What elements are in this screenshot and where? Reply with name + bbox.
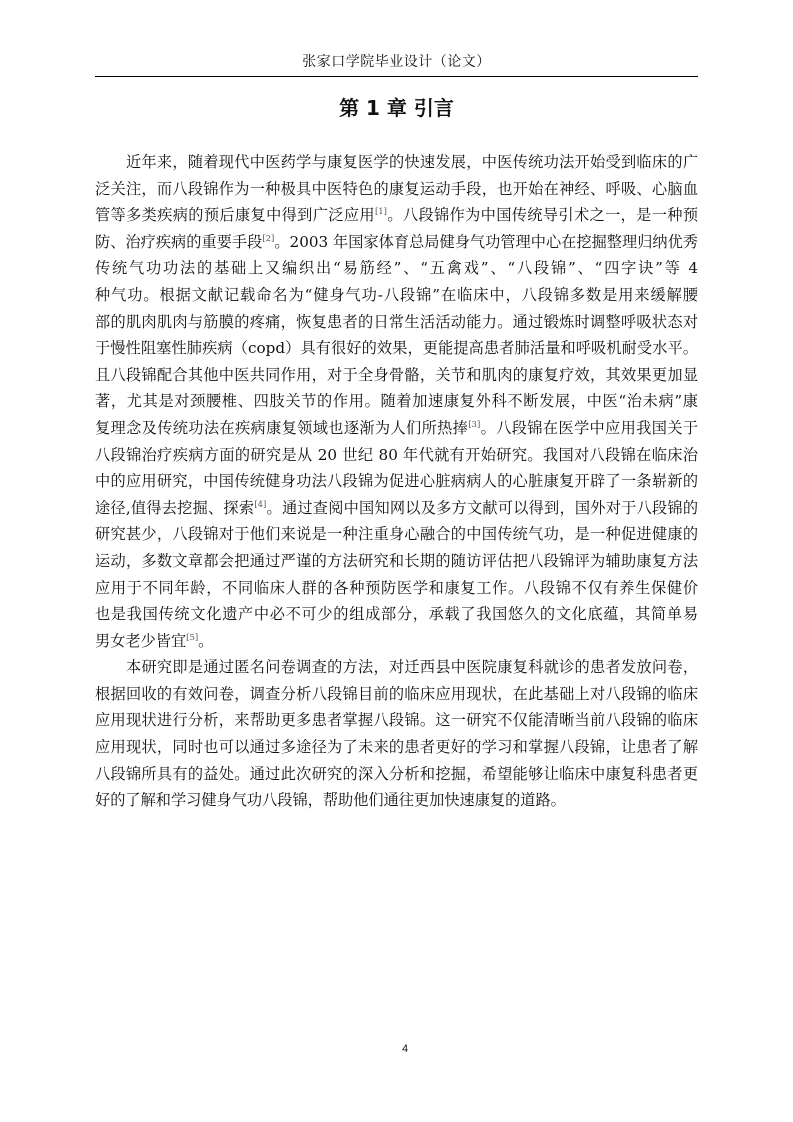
- text-line: [95, 495, 698, 522]
- text-line: [95, 362, 698, 389]
- text-line: [95, 734, 698, 761]
- text-line: [95, 521, 698, 548]
- text-segment: 。2003 年国家体育总局健身气功管理中心在挖掘整理归纳优秀: [274, 232, 698, 251]
- text-segment: 防、治疗疾病的重要手段: [95, 232, 263, 251]
- text-segment: 应用于不同年龄，不同临床人群的各种预防医学和康复工作。八段锦不仅有养生保健价: [95, 578, 698, 597]
- text-line: [95, 282, 698, 309]
- text-segment: 泛关注，而八段锦作为一种极具中医特色的康复运动手段，也开始在神经、呼吸、心脑血: [95, 179, 698, 198]
- text-segment: 男女老少皆宜: [95, 631, 187, 650]
- paragraph: [95, 654, 698, 814]
- text-segment: 近年来，随着现代中医药学与康复医学的快速发展，中医传统功法开始受到临床的广: [126, 153, 698, 171]
- chapter-title: 第 1 章 引言: [339, 96, 454, 120]
- citation-superscript: [2]: [262, 233, 275, 244]
- citation-superscript: [3]: [468, 419, 481, 430]
- text-segment: 也是我国传统文化遗产中必不可少的组成部分，承载了我国悠久的文化底蕴，其简单易: [95, 605, 698, 624]
- text-segment: 途径,值得去挖掘、探索: [95, 498, 255, 517]
- text-segment: 且八段锦配合其他中医共同作用，对于全身骨骼，关节和肌肉的康复疗效，其效果更加显: [95, 365, 698, 384]
- text-segment: 。八段锦作为中国传统导引术之一，是一种预: [386, 206, 698, 225]
- text-segment: 中的应用研究，中国传统健身功法八段锦为促进心脏病病人的心脏康复开辟了一条崭新的: [95, 472, 698, 491]
- text-segment: 研究甚少，八段锦对于他们来说是一种注重身心融合的中国传统气功，是一种促进健康的: [95, 525, 698, 544]
- text-segment: 复理念及传统功法在疾病康复领域也逐渐为人们所热捧: [95, 418, 469, 437]
- text-line: [95, 787, 698, 814]
- text-segment: 种气功。根据文献记载命名为“健身气功-八段锦”在临床中，八段锦多数是用来缓解腰: [95, 285, 698, 304]
- text-line: [95, 229, 698, 256]
- text-segment: 。: [198, 631, 214, 650]
- text-segment: 于慢性阻塞性肺疾病（copd）具有很好的效果，更能提高患者肺活量和呼吸机耐受水平。: [95, 339, 698, 358]
- text-segment: 。通过查阅中国知网以及多方文献可以得到，国外对于八段锦的: [266, 498, 698, 517]
- text-line: [95, 388, 698, 415]
- text-line: [95, 468, 698, 495]
- text-segment: 应用现状进行分析，来帮助更多患者掌握八段锦。这一研究不仅能清晰当前八段锦的临床: [95, 711, 698, 730]
- paragraph: [95, 149, 698, 654]
- text-line: [95, 335, 698, 362]
- text-segment: 好的了解和学习健身气功八段锦，帮助他们通往更加快速康复的道路。: [95, 791, 566, 810]
- text-line: [95, 202, 698, 229]
- text-line: [95, 149, 698, 176]
- text-segment: 八段锦所具有的益处。通过此次研究的深入分析和挖掘，希望能够让临床中康复科患者更: [95, 764, 698, 783]
- page-number: 4: [401, 1043, 409, 1055]
- text-segment: 传统气功功法的基础上又编织出“易筋经”、“五禽戏”、“八段锦”、“四字诀”等 4: [95, 259, 698, 278]
- body-text: [95, 149, 698, 814]
- citation-superscript: [5]: [186, 632, 199, 643]
- text-line: [95, 654, 698, 681]
- text-line: [95, 442, 698, 469]
- text-line: [95, 761, 698, 788]
- text-segment: 著，尤其是对颈腰椎、四肢关节的作用。随着加速康复外科不断发展，中医“治未病”康: [95, 392, 698, 411]
- text-line: [95, 255, 698, 282]
- text-segment: 运动，多数文章都会把通过严谨的方法研究和长期的随访评估把八段锦评为辅助康复方法: [95, 551, 698, 570]
- text-segment: 应用现状，同时也可以通过多途径为了未来的患者更好的学习和掌握八段锦，让患者了解: [95, 738, 698, 757]
- text-segment: 部的肌肉肌肉与筋膜的疼痛，恢复患者的日常生活活动能力。通过锻炼时调整呼吸状态对: [95, 312, 698, 331]
- citation-superscript: [4]: [254, 499, 267, 510]
- text-line: [95, 575, 698, 602]
- text-segment: 管等多类疾病的预后康复中得到广泛应用: [95, 206, 375, 225]
- header-rule: [95, 76, 698, 77]
- text-line: [95, 415, 698, 442]
- text-segment: 。八段锦在医学中应用我国关于: [480, 418, 698, 437]
- citation-superscript: [1]: [374, 207, 387, 218]
- text-line: [95, 176, 698, 203]
- text-line: [95, 707, 698, 734]
- text-line: [95, 628, 698, 655]
- text-line: [95, 601, 698, 628]
- text-line: [95, 681, 698, 708]
- text-line: [95, 548, 698, 575]
- text-line: [95, 309, 698, 336]
- text-segment: 八段锦治疗疾病方面的研究是从 20 世纪 80 年代就有开始研究。我国对八段锦在临床治: [95, 445, 698, 464]
- running-header: 张家口学院毕业设计（论文）: [302, 54, 491, 70]
- text-segment: 本研究即是通过匿名问卷调查的方法，对迁西县中医院康复科就诊的患者发放问卷，: [126, 658, 698, 677]
- text-segment: 根据回收的有效问卷，调查分析八段锦目前的临床应用现状，在此基础上对八段锦的临床: [95, 684, 698, 703]
